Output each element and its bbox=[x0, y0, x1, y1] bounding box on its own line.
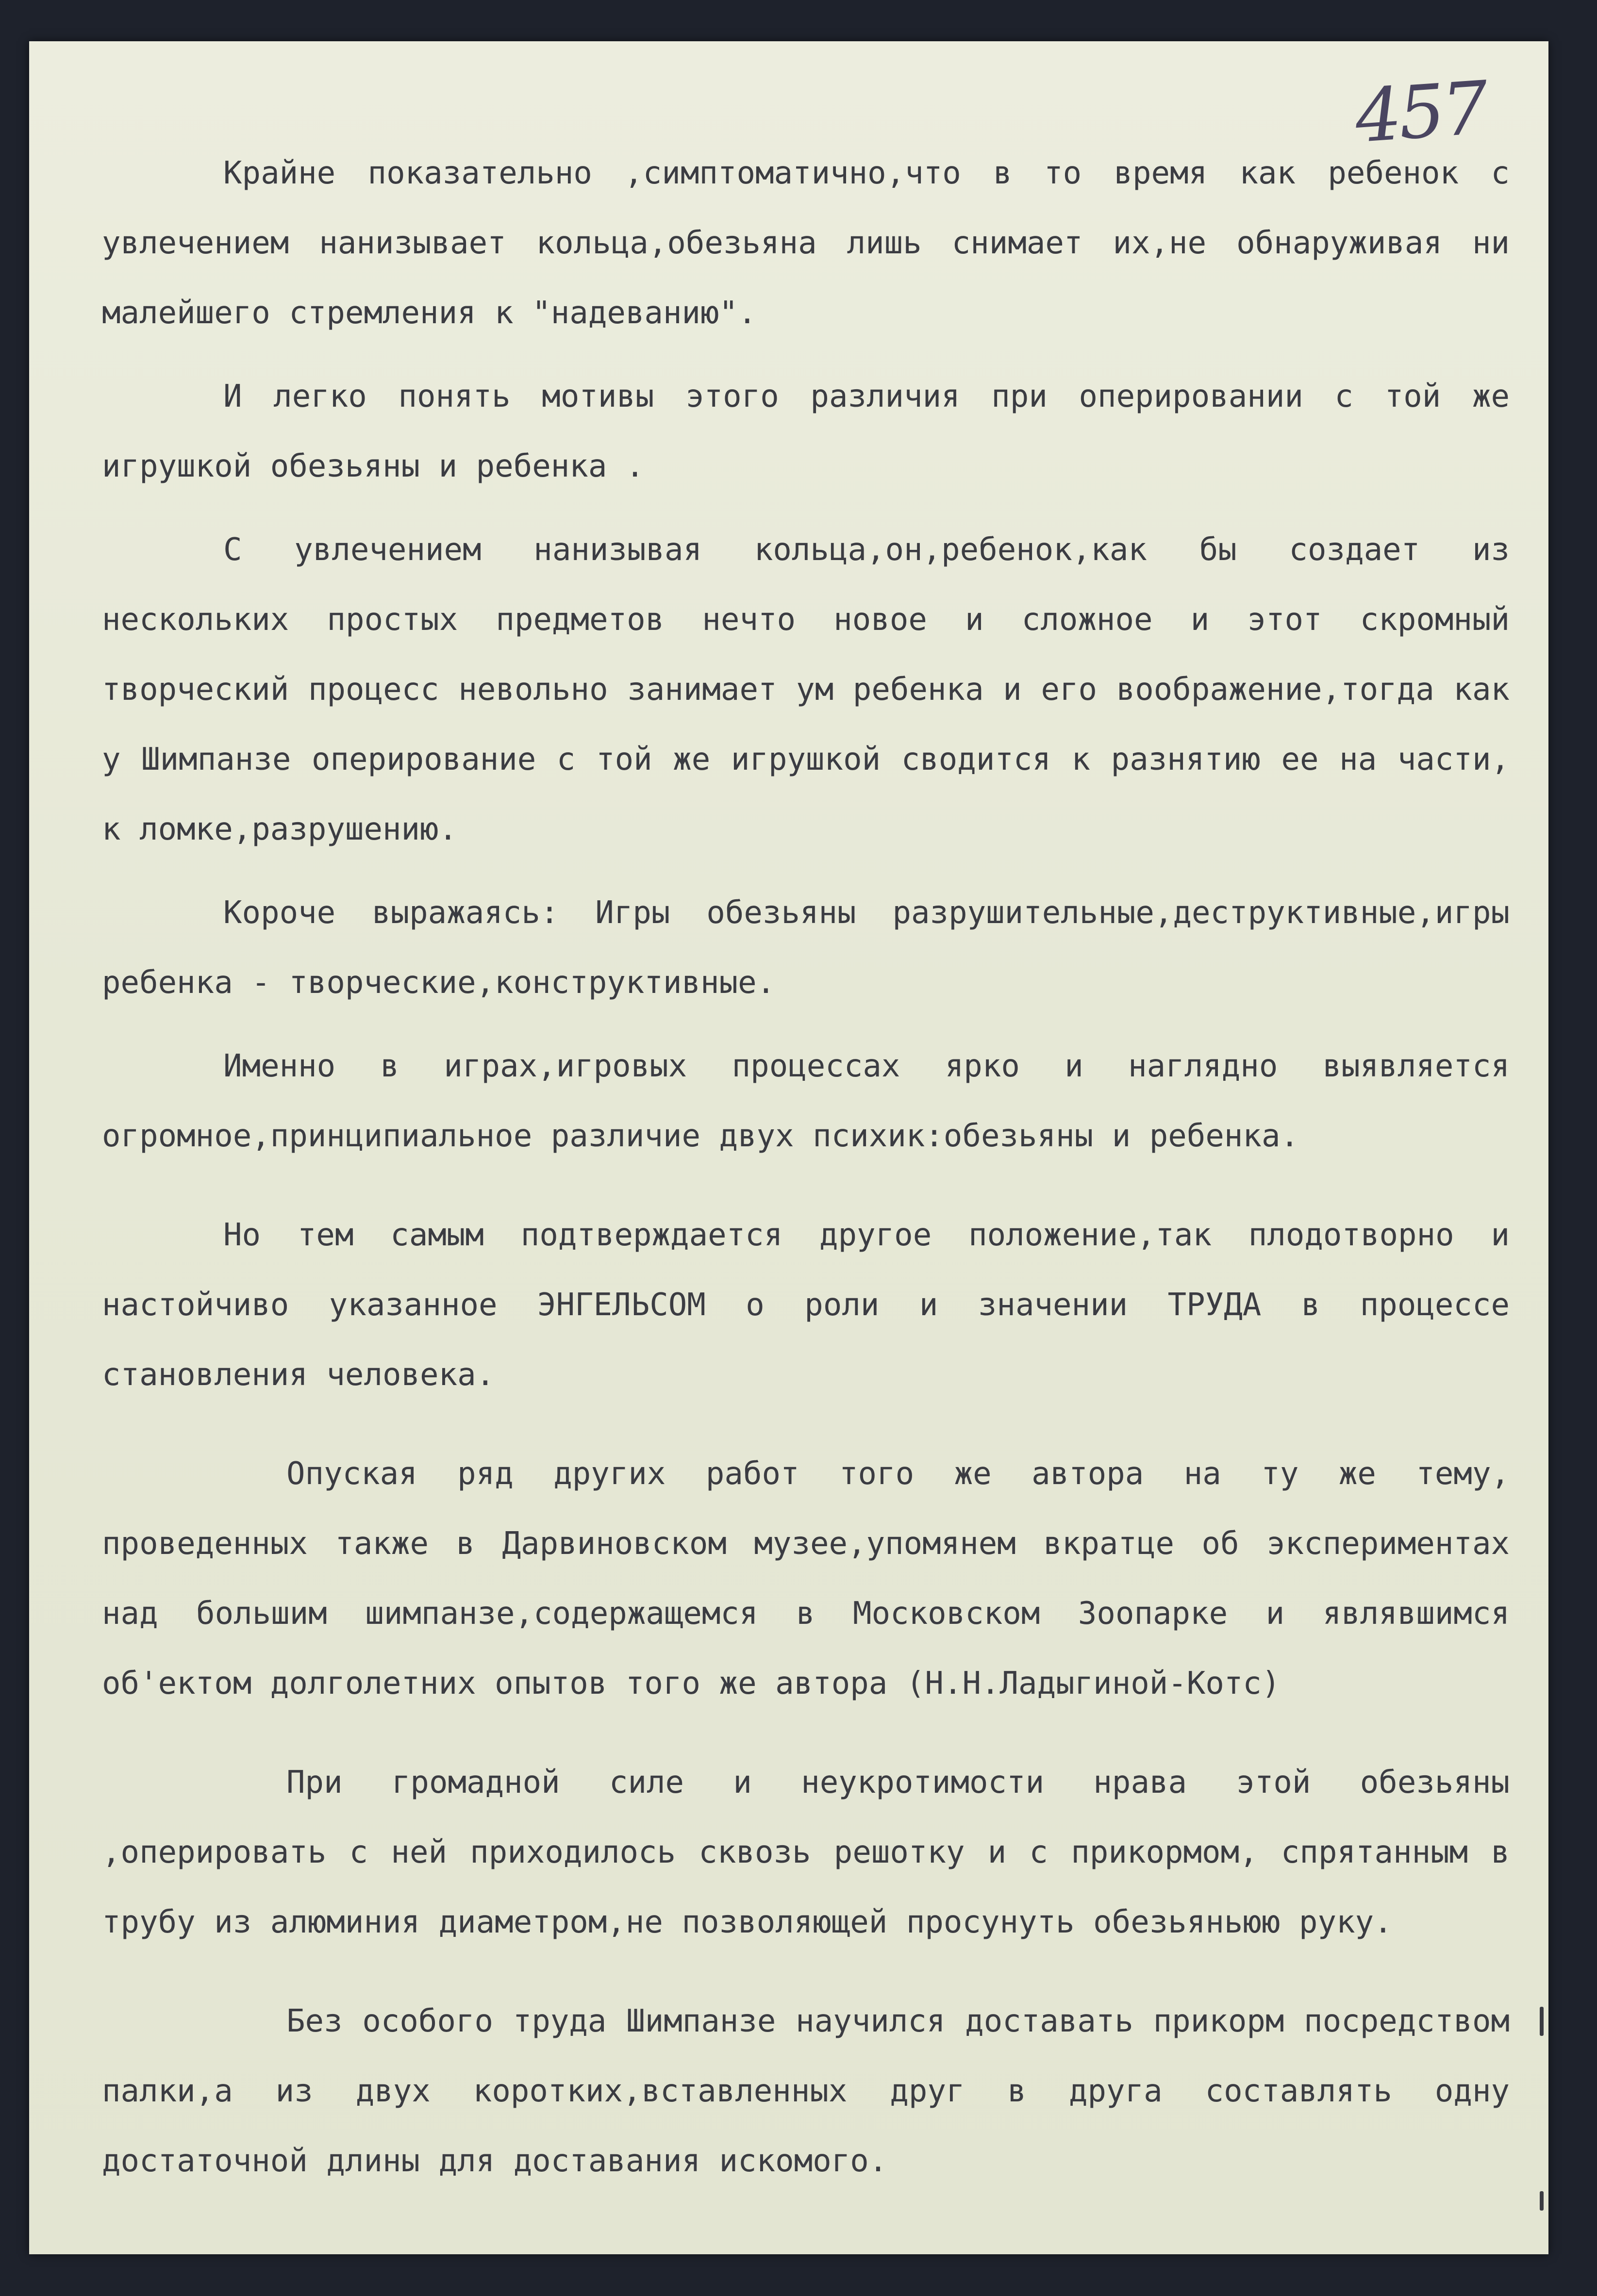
margin-mark bbox=[1540, 2191, 1544, 2211]
page-number: 457 bbox=[1352, 66, 1488, 160]
document-page bbox=[29, 41, 1548, 2254]
paragraph-5: Именно в играх,игровых процессах ярко и наглядно выявляется огромное,принципиальное различие двух психик:обезьяны и ребенка. bbox=[102, 1048, 1510, 1154]
paragraph-2: И легко понять мотивы этого различия при оперировании с той же игрушкой обезьяны и ребенка . bbox=[102, 379, 1510, 484]
paragraph-8: При громадной силе и неукротимости нрава этой обезьяны ,оперировать с ней приходилось сквозь решотку и с прикормом, спрятанным в трубу из алюминия диаметром,не позволяющей просунуть обезьяньюю руку. bbox=[102, 1765, 1510, 1940]
paragraph-6: Но тем самым подтверждается другое положение,так плодотворно и настойчиво указанное ЭНГЕЛЬСОМ о роли и значении ТРУДА в процессе становления человека. bbox=[102, 1217, 1510, 1393]
paragraph-7: Опуская ряд других работ того же автора на ту же тему, проведенных также в Дарвиновском музее,упомянем вкратце об экспериментах над большим шимпанзе,содержащемся в Московском Зоопарке и являвшимся об'ектом долголетних опытов того же автора (Н.Н.Ладыгиной-Котс) bbox=[102, 1456, 1510, 1701]
paragraph-9: Без особого труда Шимпанзе научился доставать прикорм посредством палки,а из двух коротких,вставленных друг в друга составлять одну достаточной длины для доставания искомого. bbox=[102, 2003, 1510, 2179]
paragraph-1: Крайне показательно ,симптоматично,что в то время как ребенок с увлечением нанизывает кольца,обезьяна лишь снимает их,не обнаруживая ни малейшего стремления к "надеванию". bbox=[102, 155, 1510, 331]
paragraph-4: Короче выражаясь: Игры обезьяны разрушительные,деструктивные,игры ребенка - творческие,конструктивные. bbox=[102, 895, 1510, 1001]
margin-mark bbox=[1540, 2007, 1544, 2036]
paragraph-3: С увлечением нанизывая кольца,он,ребенок,как бы создает из нескольких простых предметов нечто новое и сложное и этот скромный творческий процесс невольно занимает ум ребенка и его воображение,тогда как у Шимпанзе оперирование с той же игрушкой сводится к разнятию ее на части, к ломке,разрушению. bbox=[102, 532, 1510, 847]
document-body bbox=[102, 138, 1510, 2196]
